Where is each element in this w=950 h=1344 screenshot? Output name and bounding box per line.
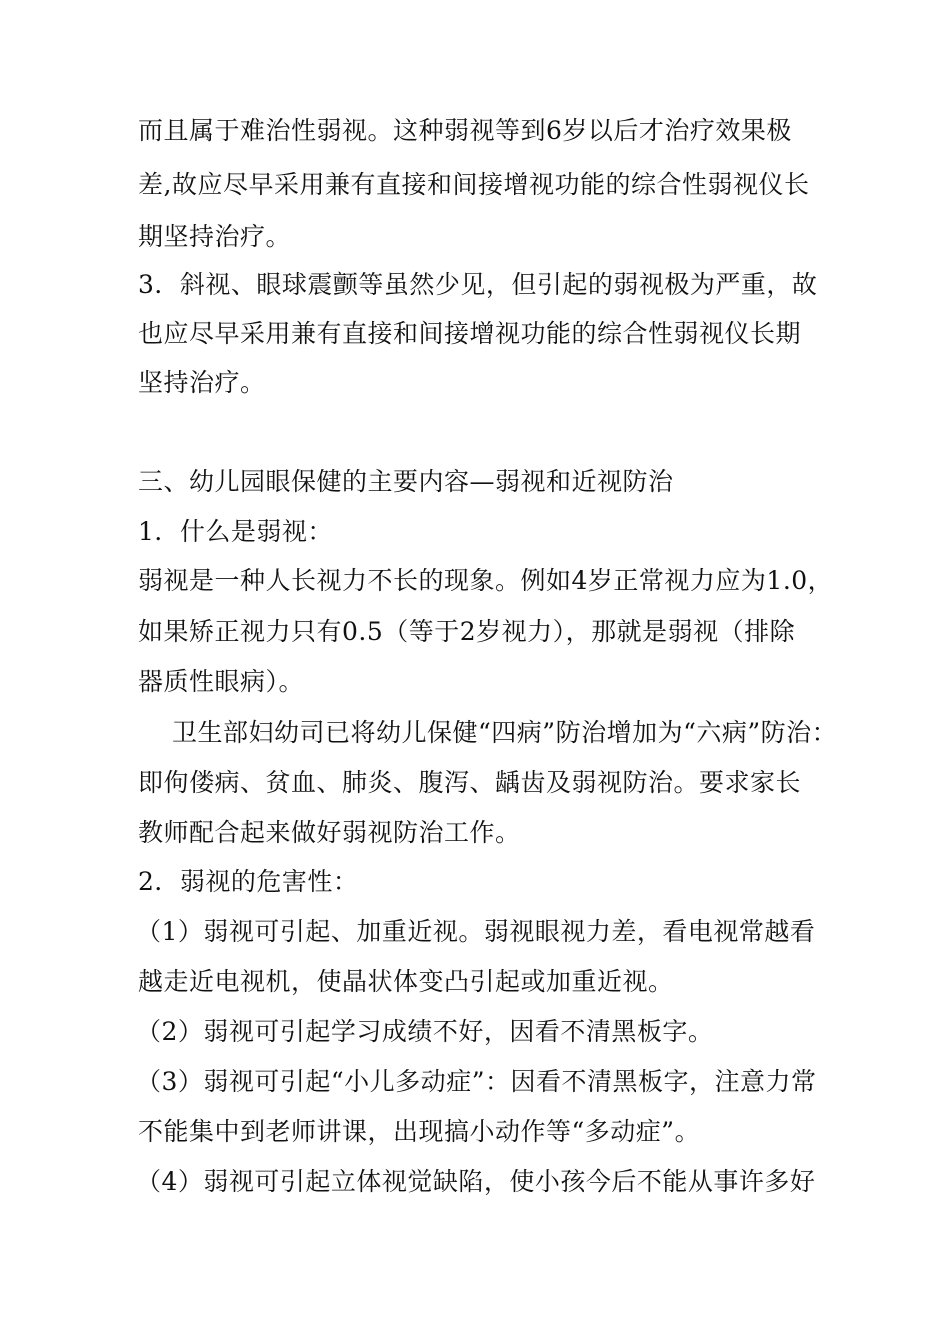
list-item-2: （2）弱视可引起学习成绩不好，因看不清黑板字。 [136, 1017, 714, 1046]
text-line: 如果矫正视力只有0.5（等于2岁视力），那就是弱视（排除 [138, 617, 796, 646]
list-item-3-paren: （3）弱视可引起“小儿多动症”：因看不清黑板字，注意力常 [136, 1067, 817, 1096]
text-line: 也应尽早采用兼有直接和间接增视功能的综合性弱视仪长期 [138, 319, 802, 348]
subheading-2: 2．弱视的危害性： [138, 867, 359, 896]
text-line: 差,故应尽早采用兼有直接和间接增视功能的综合性弱视仪长 [138, 170, 810, 199]
paragraph-first-line: 卫生部妇幼司已将幼儿保健“四病”防治增加为“六病”防治： [172, 718, 838, 747]
text-line: 教师配合起来做好弱视防治工作。 [138, 818, 521, 847]
text-line: 越走近电视机，使晶状体变凸引起或加重近视。 [138, 967, 674, 996]
text-line: 坚持治疗。 [138, 368, 266, 397]
text-line: 即佝偻病、贫血、肺炎、腹泻、龋齿及弱视防治。要求家长 [138, 768, 802, 797]
list-item-3: 3．斜视、眼球震颤等虽然少见，但引起的弱视极为严重，故 [138, 270, 818, 299]
text-line: 器质性眼病）。 [138, 667, 305, 696]
text-line: 而且属于难治性弱视。这种弱视等到6岁以后才治疗效果极 [138, 116, 792, 145]
subheading-1: 1．什么是弱视： [138, 517, 333, 546]
list-item-4: （4）弱视可引起立体视觉缺陷，使小孩今后不能从事许多好 [136, 1167, 816, 1196]
text-line: 弱视是一种人长视力不长的现象。例如4岁正常视力应为1.0， [138, 566, 834, 595]
text-line: 不能集中到老师讲课，出现搞小动作等“多动症”。 [138, 1117, 701, 1146]
section-heading: 三、幼儿园眼保健的主要内容—弱视和近视防治 [138, 467, 674, 496]
text-line: 期坚持治疗。 [138, 222, 292, 251]
list-item-1: （1）弱视可引起、加重近视。弱视眼视力差，看电视常越看 [136, 917, 816, 946]
